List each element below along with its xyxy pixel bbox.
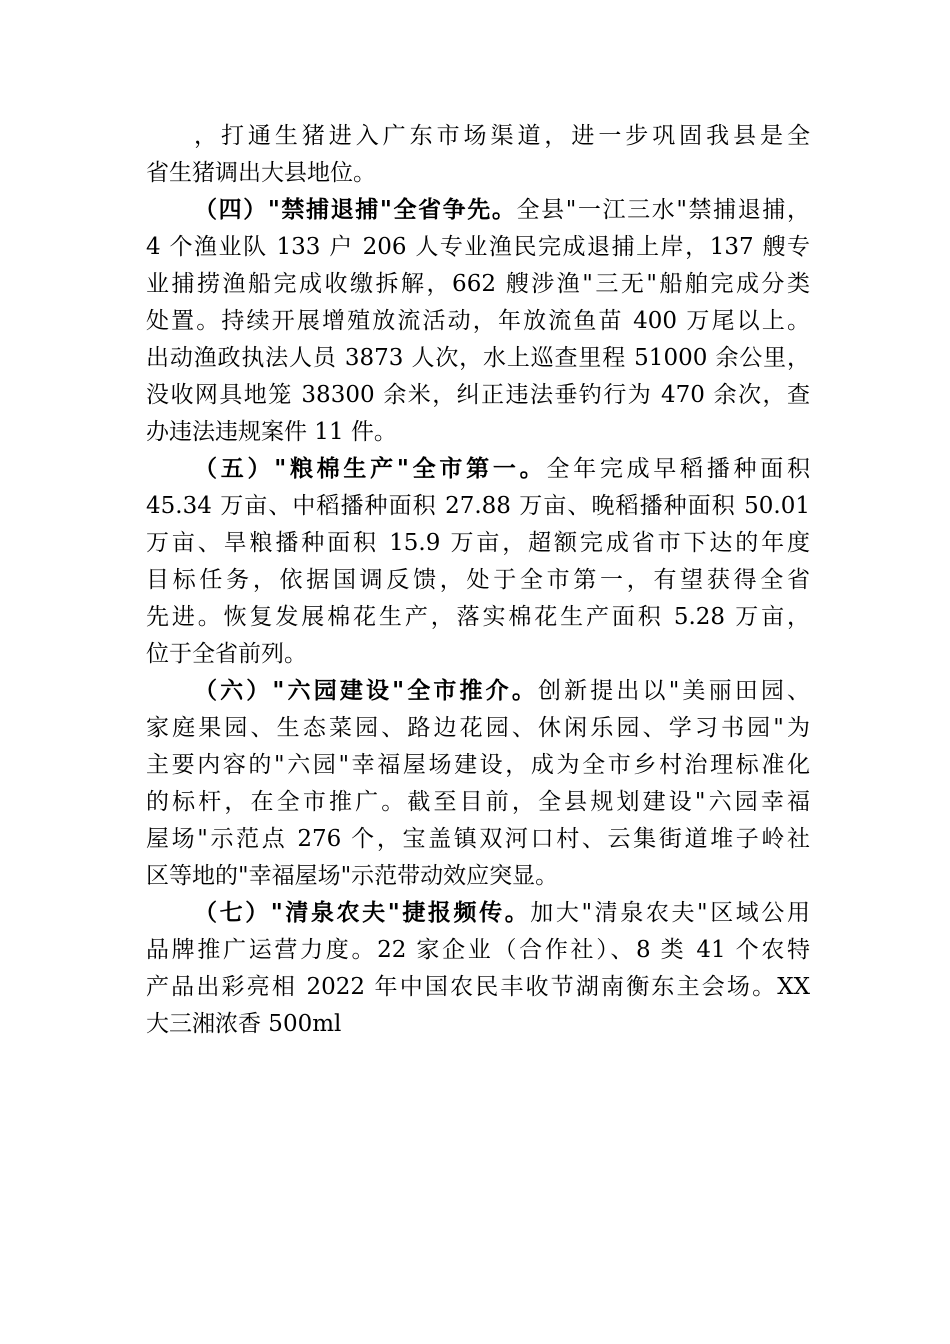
paragraph-7-line-2: 品牌推广运营力度。22 家企业（合作社）、8 类 41 个农特 — [146, 937, 810, 963]
paragraph-7-line-1 — [194, 895, 810, 931]
paragraph-5-line-5: 先进。恢复发展棉花生产，落实棉花生产面积 5.28 万亩， — [146, 604, 810, 630]
paragraph-6-line-1 — [194, 673, 810, 709]
paragraph-6-line-5: 屋场"示范点 276 个，宝盖镇双河口村、云集街道堆子岭社 — [146, 826, 810, 852]
paragraph-5-line-1 — [194, 451, 810, 487]
paragraph-7-heading: （七）"清泉农夫"捷报频传。 — [194, 899, 531, 926]
paragraph-5-line-4: 目标任务，依据国调反馈，处于全市第一，有望获得全省 — [146, 567, 810, 593]
paragraph-7-line-4: 大三湘浓香 500ml — [146, 1011, 342, 1037]
paragraph-6-heading: （六）"六园建设"全市推介。 — [194, 677, 538, 704]
paragraph-7-first-line-text: 加大"清泉农夫"区域公用 — [530, 900, 810, 926]
paragraph-5-line-3: 万亩、旱粮播种面积 15.9 万亩，超额完成省市下达的年度 — [146, 530, 810, 556]
paragraph-3-line-1: ，打通生猪进入广东市场渠道，进一步巩固我县是全 — [194, 123, 810, 149]
paragraph-4-line-4: 处置。持续开展增殖放流活动，年放流鱼苗 400 万尾以上。 — [146, 308, 810, 334]
paragraph-5-heading: （五）"粮棉生产"全市第一。 — [194, 455, 547, 482]
paragraph-6-line-3: 主要内容的"六园"幸福屋场建设，成为全市乡村治理标准化 — [146, 752, 810, 778]
paragraph-5-first-line-text: 全年完成早稻播种面积 — [546, 456, 810, 482]
paragraph-7-line-3: 产品出彩亮相 2022 年中国农民丰收节湖南衡东主会场。XX — [146, 974, 810, 1000]
paragraph-5-line-6: 位于全省前列。 — [146, 641, 307, 667]
paragraph-4-line-3: 业捕捞渔船完成收缴拆解，662 艘涉渔"三无"船舶完成分类 — [146, 271, 810, 297]
paragraph-4-line-2: 4 个渔业队 133 户 206 人专业渔民完成退捕上岸，137 艘专 — [146, 234, 810, 260]
paragraph-3-line-2: 省生猪调出大县地位。 — [146, 160, 376, 186]
paragraph-4-first-line-text: 全县"一江三水"禁捕退捕， — [516, 197, 810, 223]
paragraph-6-line-6: 区等地的"幸福屋场"示范带动效应突显。 — [146, 863, 559, 889]
paragraph-4-line-7: 办违法违规案件 11 件。 — [146, 419, 397, 445]
paragraph-6-line-4: 的标杆，在全市推广。截至目前，全县规划建设"六园幸福 — [146, 789, 810, 815]
paragraph-5-line-2: 45.34 万亩、中稻播种面积 27.88 万亩、晚稻播种面积 50.01 — [146, 493, 810, 519]
paragraph-6-first-line-text: 创新提出以"美丽田园、 — [537, 678, 810, 704]
paragraph-4-line-6: 没收网具地笼 38300 余米，纠正违法垂钓行为 470 余次，查 — [146, 382, 810, 408]
paragraph-4-line-5: 出动渔政执法人员 3873 人次，水上巡查里程 51000 余公里， — [146, 345, 810, 371]
paragraph-6-line-2: 家庭果园、生态菜园、路边花园、休闲乐园、学习书园"为 — [146, 715, 810, 741]
paragraph-4-line-1 — [194, 192, 810, 228]
paragraph-4-heading: （四）"禁捕退捕"全省争先。 — [194, 196, 517, 223]
